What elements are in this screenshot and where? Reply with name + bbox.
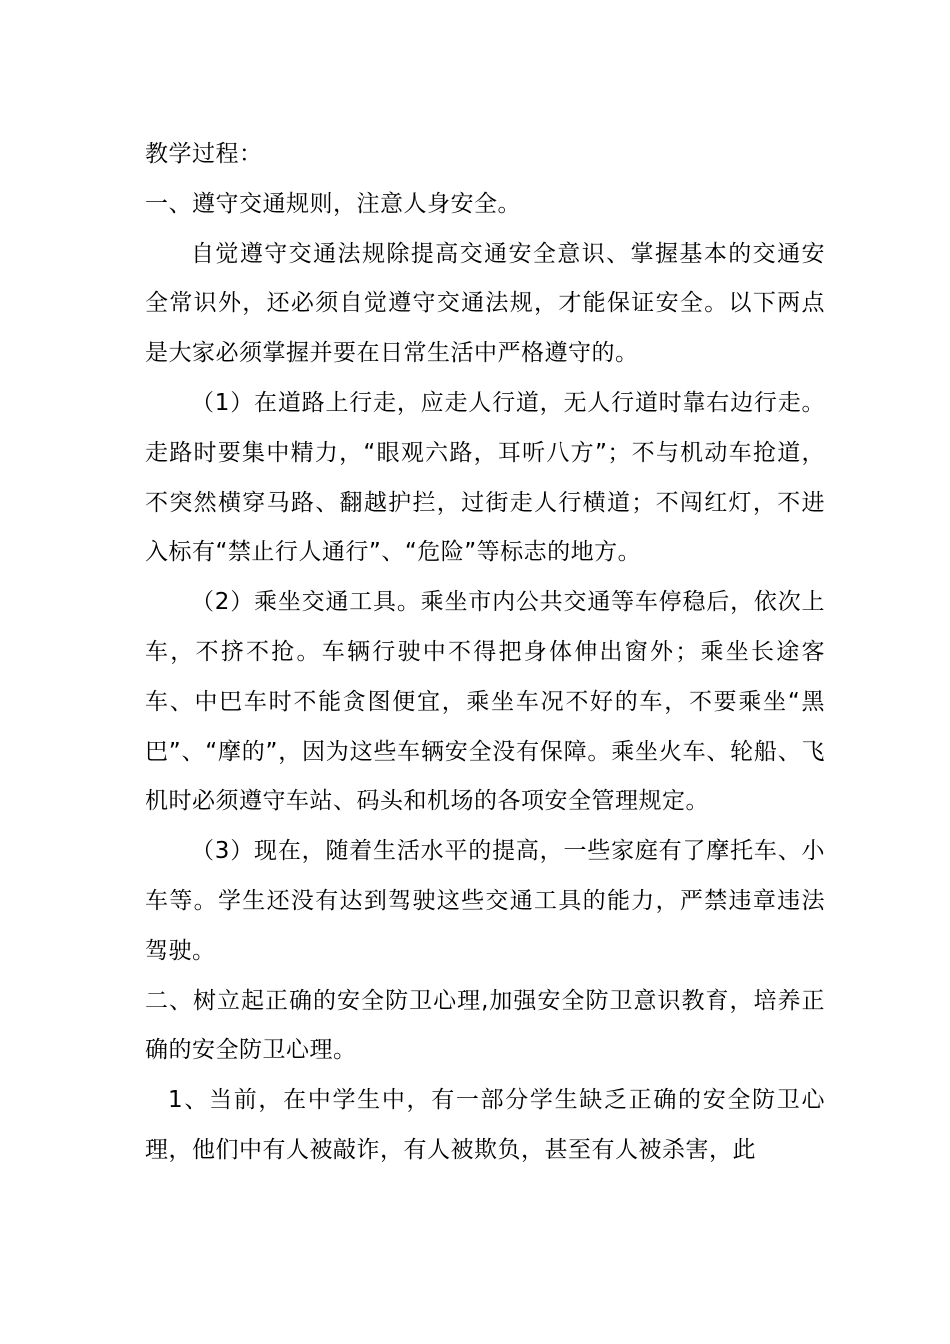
paragraph-item-2: （2）乘坐交通工具。乘坐市内公共交通等车停稳后，依次上车，不挤不抢。车辆行驶中不得把身体伸出窗外；乘坐长途客车、中巴车时不能贪图便宜，乘坐车况不好的车，不要乘坐“黑巴”、“摩的”，因为这些车辆安全没有保障。乘坐火车、轮船、飞机时必须遵守车站、码头和机场的各项安全管理规定。 (145, 589, 825, 815)
section-heading-1: 一、遵守交通规则，注意人身安全。 (145, 190, 521, 217)
section-heading-2: 二、树立起正确的安全防卫心理,加强安全防卫意识教育，培养正确的安全防卫心理。 (145, 987, 825, 1064)
document-body (145, 130, 825, 1176)
paragraph-item-1: （1）在道路上行走，应走人行道，无人行道时靠右边行走。走路时要集中精力，“眼观六路，耳听八方”；不与机动车抢道，不突然横穿马路、翻越护拦，过街走人行横道；不闯红灯，不进入标有“禁止行人通行”、“危险”等标志的地方。 (145, 389, 825, 566)
section-label: 教学过程： (145, 141, 263, 167)
paragraph-point-1: 1、当前，在中学生中，有一部分学生缺乏正确的安全防卫心理，他们中有人被敲诈，有人被欺负，甚至有人被杀害，此 (145, 1087, 825, 1163)
paragraph-intro: 自觉遵守交通法规除提高交通安全意识、掌握基本的交通安全常识外，还必须自觉遵守交通法规，才能保证安全。以下两点是大家必须掌握并要在日常生活中严格遵守的。 (145, 240, 825, 367)
paragraph-item-3: （3）现在，随着生活水平的提高，一些家庭有了摩托车、小车等。学生还没有达到驾驶这些交通工具的能力，严禁违章违法驾驶。 (145, 838, 825, 964)
